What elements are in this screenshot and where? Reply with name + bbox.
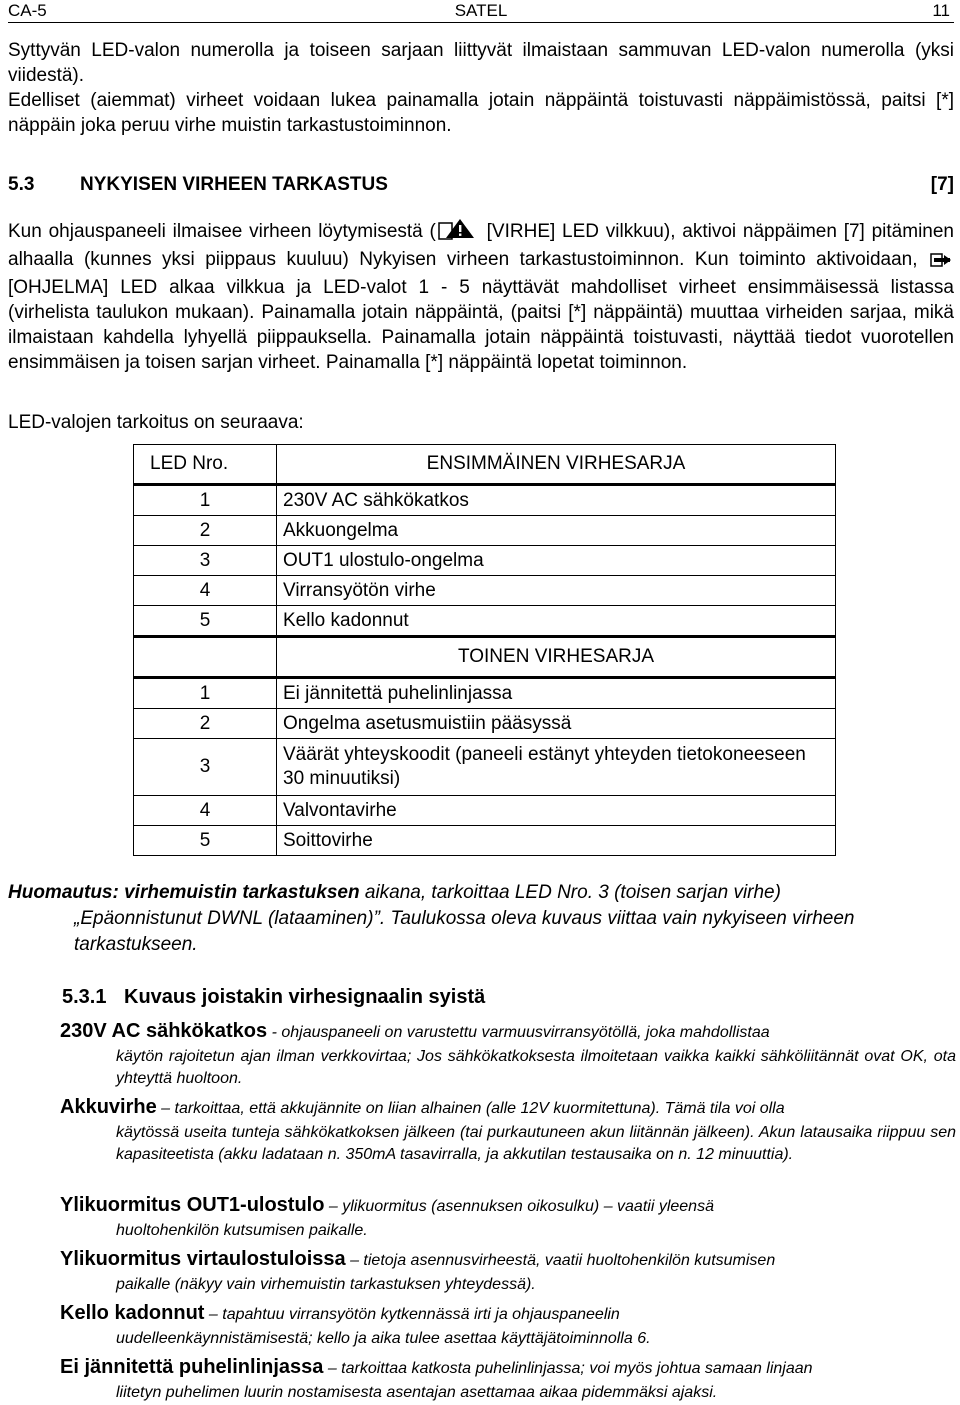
note [8,880,954,958]
description-item: 230V AC sähkökatkos - ohjauspaneeli on varustettu varmuusvirransyötöllä, joka mahdollistaa käytön rajoitetun ajan ilman verkkovirtaa; Jos sähkökatkoksesta ilmoitetaan vaikka kaikki sähköliitännät ovat OK, ota yhteyttä huoltoon. [60,1020,956,1087]
subsection-title: Kuvaus joistakin virhesignaalin syistä [124,986,486,1008]
table-row: 4 Virransyötön virhe [134,576,836,606]
program-led-icon [930,250,952,275]
note-label: Huomautus: virhemuistin tarkastuksen [8,882,360,903]
led-error-table [133,444,836,856]
led-number-header: LED Nro. [134,445,277,485]
table-row: 4 Valvontavirhe [134,796,836,826]
table-row: 5 Soittovirhe [134,826,836,856]
body-text-b: [VIRHE] LED vilkkuu), aktivoi näppäimen [7] pitäminen alhaalla (kunnes yksi piippaus kuuluu) Nykyisen virheen tarkastustoiminnon. Kun toiminto aktivoidaan, [8,221,954,270]
empty-header-cell [134,637,277,678]
body-text-a: Kun ohjauspaneeli ilmaisee virheen löytymisestä ( [8,221,436,242]
page-header [8,0,954,23]
intro-paragraph-2: Edelliset (aiemmat) virheet voidaan lukea painamalla jotain näppäintä toistuvasti näppäimistössä, paitsi [*] näppäin joka peruu virhe muistin tarkastustoiminnon. [8,90,954,136]
body-text-c: [OHJELMA] LED alkaa vilkkua ja LED-valot 1 - 5 näyttävät mahdolliset virheet ensimmäisessä listassa (virhelista taulukon mukaan). Painamalla jotain näppäintä, (paitsi [*] näppäintä) muuttaa virheiden sarjaa, mikä ilmaistaan kahdella lyhyellä piippauksella. Painamalla jotain näppäintä toistuvasti, näyttää tiedot vuorotellen ensimmäisen ja toisen sarjan virheet. Painamalla [*] näppäintä lopetat toiminnon. [8,277,954,373]
table-row: 2 Akkuongelma [134,516,836,546]
subsection-number: 5.3.1 [62,986,107,1008]
warning-led-icon [438,218,478,247]
section-body [8,218,954,375]
led-intro-text: LED-valojen tarkoitus on seuraava: [8,412,304,433]
section-number: 5.3 [8,174,35,195]
section-key: [7] [930,174,954,195]
brand-name: SATEL [454,1,508,20]
page-number: 11 [932,1,950,20]
table-row: 3 OUT1 ulostulo-ongelma [134,546,836,576]
description-item: Ylikuormitus virtaulostuloissa – tietoja asennusvirheestä, vaatii huoltohenkilön kutsumisen paikalle (näkyy vain virhemuistin tarkastuksen yhteydessä). [60,1248,776,1293]
description-item: Kello kadonnut – tapahtuu virransyötön kytkennässä irti ja ohjauspaneelin uudelleenkäynnistämisestä; kello ja aika tulee asettaa käyttäjätoiminnolla 6. [60,1302,651,1347]
description-item: Akkuvirhe – tarkoittaa, että akkujännite on liian alhainen (alle 12V kuormitettuna). Tämä tila voi olla käytössä useita tunteja sähkökatkoksen jälkeen (tai purkautuneen akun liitännän jälkeen). Akun latausaika riippuu sen kapasiteetista (akku ladataan n. 350mA tasavirralla, ja akkutilan testausaika on n. 12 minuuttia). [60,1096,956,1163]
intro-paragraphs [8,38,954,138]
table-row: 1 Ei jännitettä puhelinlinjassa [134,678,836,709]
subsection-heading [62,984,485,1010]
description-item: Ylikuormitus OUT1-ulostulo – ylikuormitus (asennuksen oikosulku) – vaatii yleensä huoltohenkilön kutsumisen paikalle. [60,1194,714,1239]
table-row: 1 230V AC sähkökatkos [134,485,836,516]
second-series-header: TOINEN VIRHESARJA [277,637,836,678]
manual-code: CA-5 [8,1,47,20]
description-item: Ei jännitettä puhelinlinjassa – tarkoittaa katkosta puhelinlinjassa; voi myös johtua samaan linjaan liitetyn puhelimen luurin nostamisesta asentajan asettamaa aikaa pidemmäksi ajaksi. [60,1356,813,1401]
document-page [8,0,956,1401]
section-title-initial: N [80,174,94,195]
intro-paragraph-1: Syttyvän LED-valon numerolla ja toiseen sarjaan liittyvät ilmaistaan sammuvan LED-valon numerolla (yksi viidestä). [8,40,954,86]
section-title-rest: YKYISEN VIRHEEN TARKASTUS [93,174,388,195]
table-row: 3 Väärät yhteyskoodit (paneeli estänyt yhteyden tietokoneeseen 30 minuutiksi) [134,739,836,796]
note-text-2: „Epäonnistunut DWNL (lataaminen)”. Taulukossa oleva kuvaus viittaa vain nykyiseen virheen tarkastukseen. [74,908,855,955]
note-text-1: aikana, tarkoittaa LED Nro. 3 (toisen sarjan virhe) [359,882,781,903]
table-row: 5 Kello kadonnut [134,606,836,637]
section-heading [8,172,954,198]
first-series-header: ENSIMMÄINEN VIRHESARJA [277,445,836,485]
table-row: 2 Ongelma asetusmuistiin pääsyssä [134,709,836,739]
